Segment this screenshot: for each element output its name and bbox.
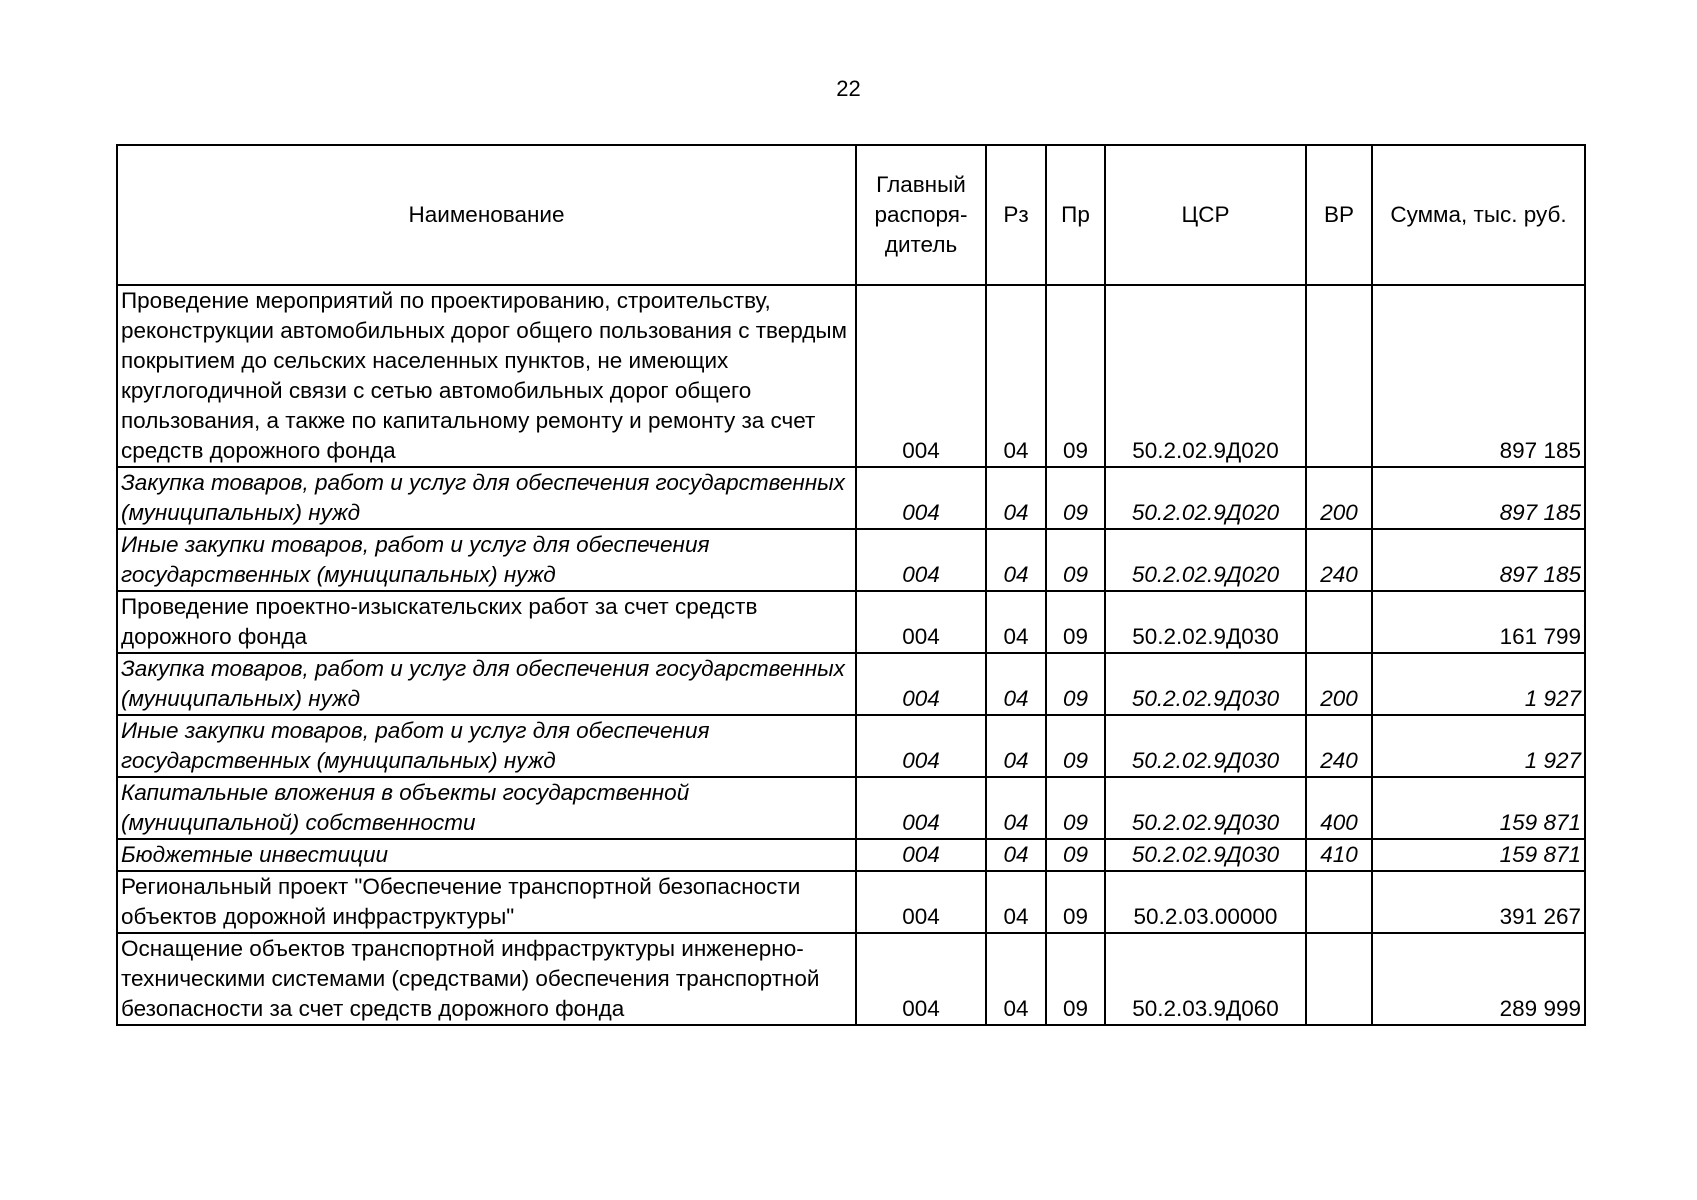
cell-grbs: 004 — [856, 871, 986, 933]
cell-vr — [1306, 591, 1372, 653]
cell-pr: 09 — [1046, 933, 1105, 1025]
cell-vr — [1306, 933, 1372, 1025]
table-row — [117, 933, 1585, 1025]
cell-sum: 897 185 — [1372, 529, 1585, 591]
cell-pr: 09 — [1046, 839, 1105, 871]
cell-grbs: 004 — [856, 839, 986, 871]
cell-grbs: 004 — [856, 777, 986, 839]
cell-name: Иные закупки товаров, работ и услуг для обеспечения государственных (муниципальных) нужд — [117, 529, 856, 591]
cell-grbs: 004 — [856, 467, 986, 529]
cell-vr: 400 — [1306, 777, 1372, 839]
cell-name: Оснащение объектов транспортной инфраструктуры инженерно-техническими системами (средствами) обеспечения транспортной безопасности за счет средств дорожного фонда — [117, 933, 856, 1025]
cell-csr: 50.2.02.9Д020 — [1105, 285, 1306, 467]
cell-grbs: 004 — [856, 715, 986, 777]
cell-sum: 391 267 — [1372, 871, 1585, 933]
header-rz: Рз — [986, 145, 1046, 285]
cell-rz: 04 — [986, 715, 1046, 777]
cell-pr: 09 — [1046, 591, 1105, 653]
cell-grbs: 004 — [856, 591, 986, 653]
cell-csr: 50.2.02.9Д020 — [1105, 529, 1306, 591]
cell-csr: 50.2.03.00000 — [1105, 871, 1306, 933]
cell-grbs: 004 — [856, 933, 986, 1025]
cell-pr: 09 — [1046, 653, 1105, 715]
budget-table — [116, 144, 1586, 1026]
table-row — [117, 839, 1585, 871]
cell-vr: 240 — [1306, 529, 1372, 591]
cell-name: Проведение мероприятий по проектированию, строительству, реконструкции автомобильных дорог общего пользования с твердым покрытием до сельских населенных пунктов, не имеющих круглогодичной связи с сетью автомобильных дорог общего пользования, а также по капитальному ремонту и ремонту за счет средств дорожного фонда — [117, 285, 856, 467]
cell-rz: 04 — [986, 839, 1046, 871]
cell-csr: 50.2.02.9Д030 — [1105, 777, 1306, 839]
cell-sum: 897 185 — [1372, 467, 1585, 529]
cell-vr: 410 — [1306, 839, 1372, 871]
cell-sum: 159 871 — [1372, 839, 1585, 871]
header-name: Наименование — [117, 145, 856, 285]
cell-pr: 09 — [1046, 777, 1105, 839]
header-grbs: Главный распоря-дитель — [856, 145, 986, 285]
header-sum: Сумма, тыс. руб. — [1372, 145, 1585, 285]
table-row — [117, 871, 1585, 933]
cell-name: Проведение проектно-изыскательских работ за счет средств дорожного фонда — [117, 591, 856, 653]
table-header-row — [117, 145, 1585, 285]
cell-rz: 04 — [986, 285, 1046, 467]
cell-csr: 50.2.03.9Д060 — [1105, 933, 1306, 1025]
cell-grbs: 004 — [856, 529, 986, 591]
page-number: 22 — [836, 76, 861, 101]
cell-name: Иные закупки товаров, работ и услуг для обеспечения государственных (муниципальных) нужд — [117, 715, 856, 777]
cell-pr: 09 — [1046, 529, 1105, 591]
cell-vr: 240 — [1306, 715, 1372, 777]
cell-name: Региональный проект "Обеспечение транспортной безопасности объектов дорожной инфраструктуры" — [117, 871, 856, 933]
cell-pr: 09 — [1046, 285, 1105, 467]
cell-pr: 09 — [1046, 871, 1105, 933]
header-pr: Пр — [1046, 145, 1105, 285]
cell-vr: 200 — [1306, 653, 1372, 715]
header-csr: ЦСР — [1105, 145, 1306, 285]
table-body — [117, 285, 1585, 1025]
cell-pr: 09 — [1046, 715, 1105, 777]
header-vr: ВР — [1306, 145, 1372, 285]
table-row — [117, 777, 1585, 839]
cell-csr: 50.2.02.9Д030 — [1105, 591, 1306, 653]
table-row — [117, 591, 1585, 653]
cell-pr: 09 — [1046, 467, 1105, 529]
cell-sum: 897 185 — [1372, 285, 1585, 467]
cell-vr: 200 — [1306, 467, 1372, 529]
cell-vr — [1306, 285, 1372, 467]
cell-name: Бюджетные инвестиции — [117, 839, 856, 871]
cell-vr — [1306, 871, 1372, 933]
cell-rz: 04 — [986, 591, 1046, 653]
table-row — [117, 529, 1585, 591]
cell-rz: 04 — [986, 653, 1046, 715]
cell-rz: 04 — [986, 933, 1046, 1025]
cell-csr: 50.2.02.9Д030 — [1105, 715, 1306, 777]
table-row — [117, 653, 1585, 715]
cell-name: Закупка товаров, работ и услуг для обеспечения государственных (муниципальных) нужд — [117, 467, 856, 529]
cell-grbs: 004 — [856, 653, 986, 715]
cell-csr: 50.2.02.9Д030 — [1105, 839, 1306, 871]
cell-sum: 289 999 — [1372, 933, 1585, 1025]
cell-sum: 1 927 — [1372, 653, 1585, 715]
table-row — [117, 715, 1585, 777]
table-row — [117, 467, 1585, 529]
cell-csr: 50.2.02.9Д030 — [1105, 653, 1306, 715]
cell-rz: 04 — [986, 529, 1046, 591]
table-row — [117, 285, 1585, 467]
cell-rz: 04 — [986, 871, 1046, 933]
cell-sum: 161 799 — [1372, 591, 1585, 653]
cell-sum: 159 871 — [1372, 777, 1585, 839]
cell-name: Закупка товаров, работ и услуг для обеспечения государственных (муниципальных) нужд — [117, 653, 856, 715]
cell-rz: 04 — [986, 777, 1046, 839]
cell-rz: 04 — [986, 467, 1046, 529]
cell-sum: 1 927 — [1372, 715, 1585, 777]
cell-csr: 50.2.02.9Д020 — [1105, 467, 1306, 529]
cell-name: Капитальные вложения в объекты государственной (муниципальной) собственности — [117, 777, 856, 839]
cell-grbs: 004 — [856, 285, 986, 467]
